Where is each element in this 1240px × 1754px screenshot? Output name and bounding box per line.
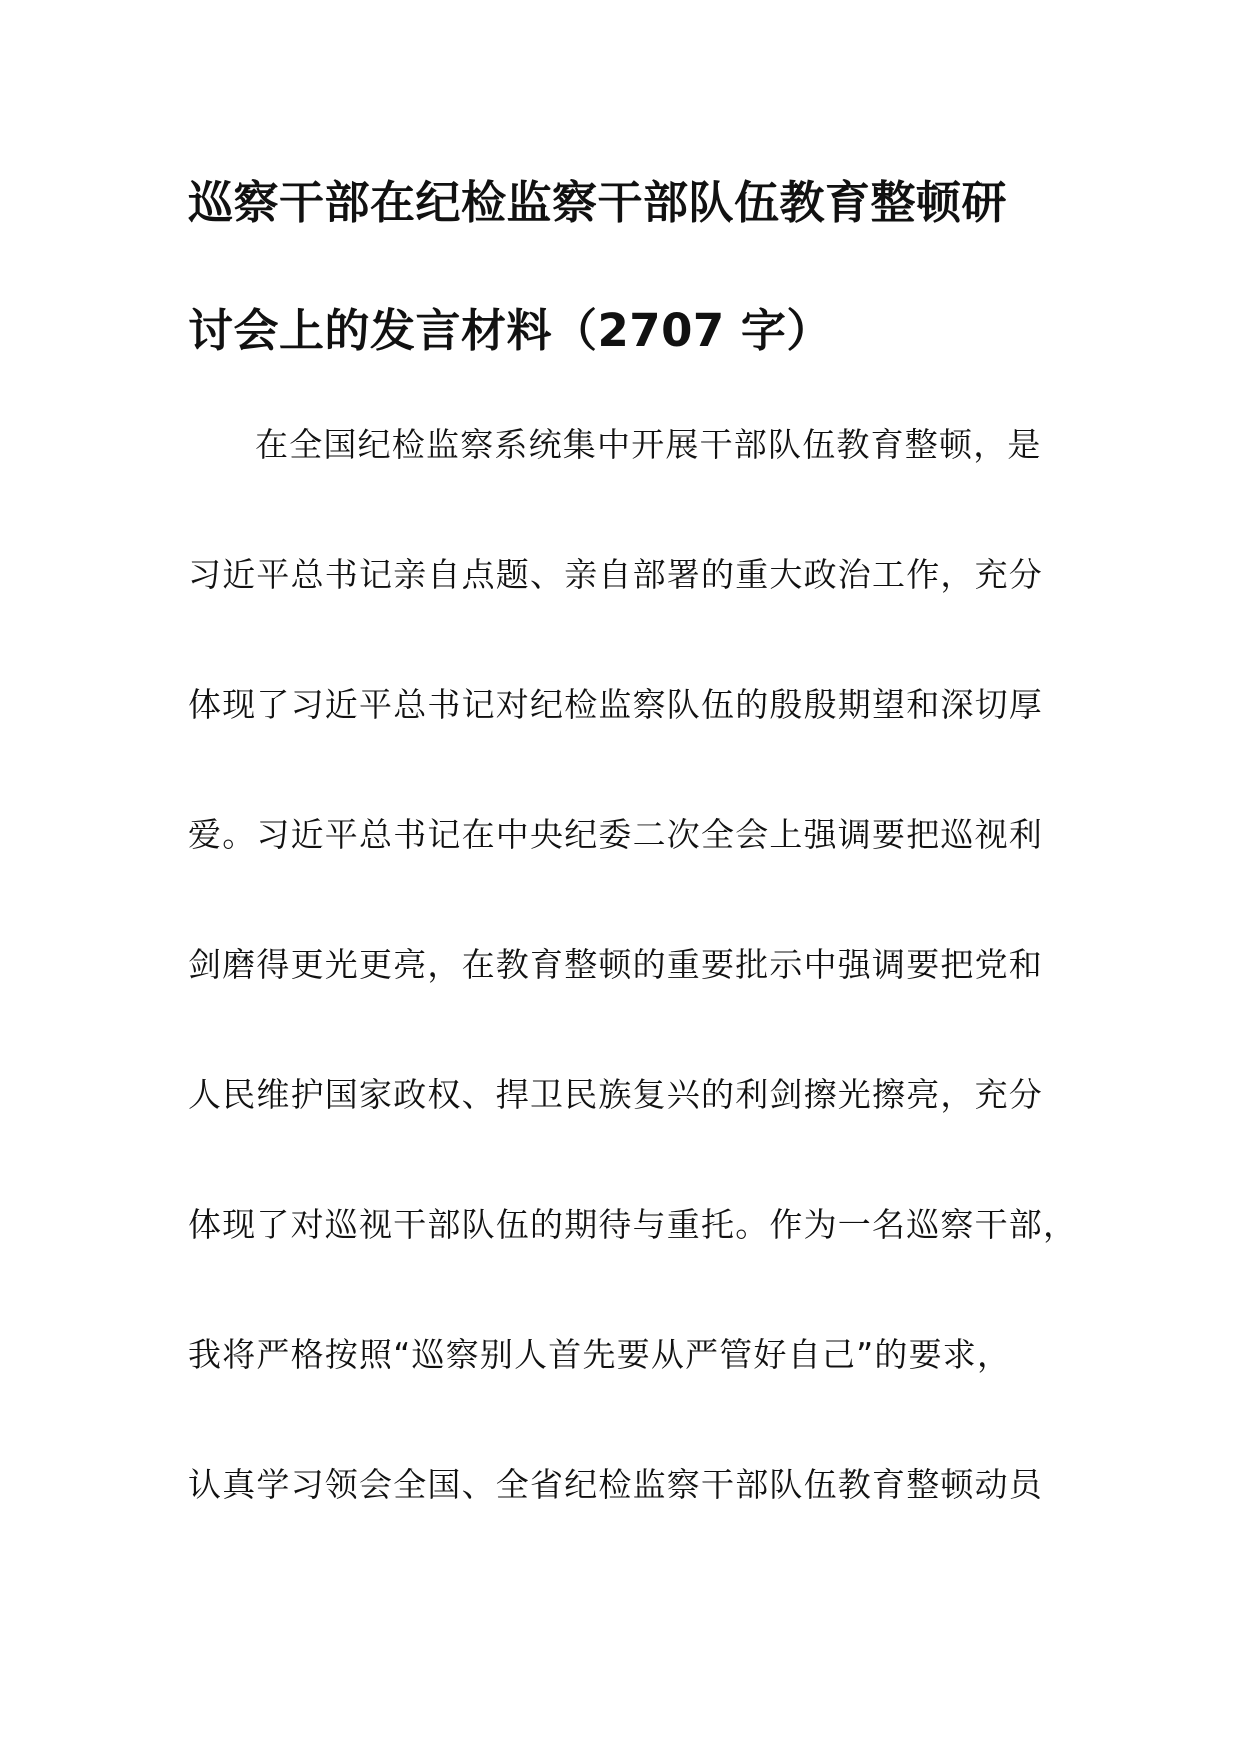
- document-title-line-1: 巡察干部在纪检监察干部队伍教育整顿研: [188, 176, 1008, 229]
- document-title-line-2: 讨会上的发言材料（2707 字）: [188, 304, 832, 357]
- paragraph-line-9: 认真学习领会全国、全省纪检监察干部队伍教育整顿动员: [188, 1465, 1043, 1504]
- paragraph-line-8: 我将严格按照“巡察别人首先要从严管好自己”的要求，: [188, 1335, 1012, 1374]
- paragraph-line-6: 人民维护国家政权、捍卫民族复兴的利剑擦光擦亮，充分: [188, 1075, 1043, 1114]
- paragraph-line-2: 习近平总书记亲自点题、亲自部署的重大政治工作，充分: [188, 555, 1043, 594]
- paragraph-line-4: 爱。习近平总书记在中央纪委二次全会上强调要把巡视利: [188, 815, 1043, 854]
- paragraph-line-1: 在全国纪检监察系统集中开展干部队伍教育整顿，是: [255, 425, 1042, 464]
- paragraph-line-5: 剑磨得更光更亮，在教育整顿的重要批示中强调要把党和: [188, 945, 1043, 984]
- paragraph-line-3: 体现了习近平总书记对纪检监察队伍的殷殷期望和深切厚: [188, 685, 1043, 724]
- paragraph-line-7: 体现了对巡视干部队伍的期待与重托。作为一名巡察干部，: [188, 1205, 1078, 1244]
